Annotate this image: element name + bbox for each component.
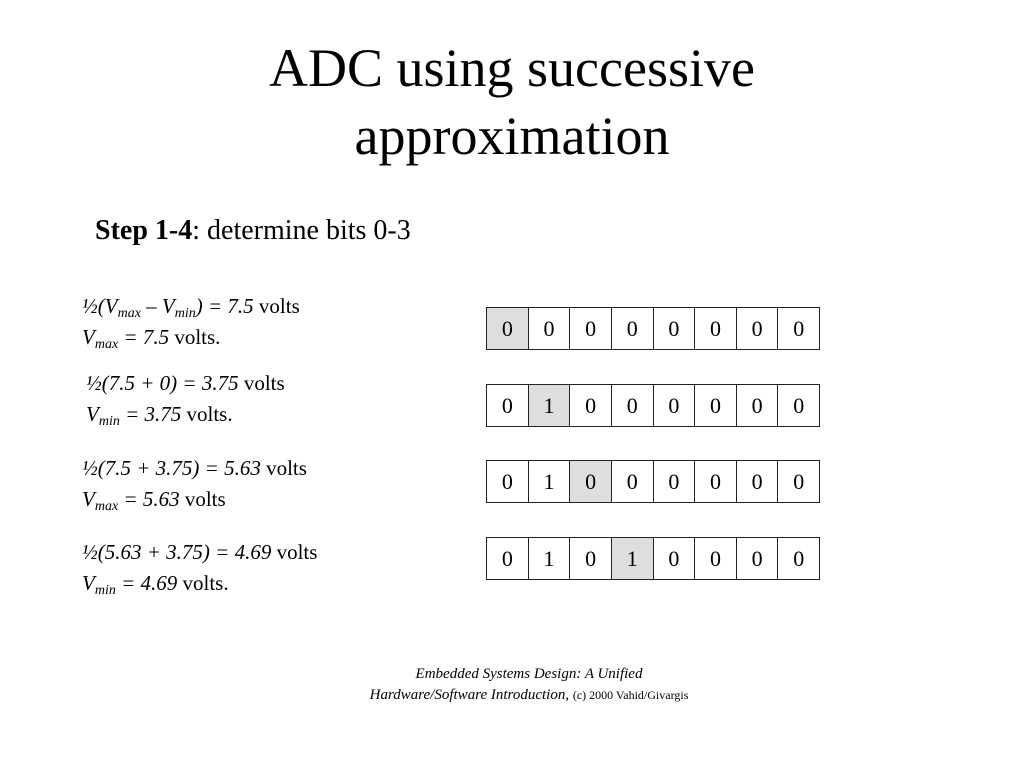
register-bit-2: 0 — [570, 385, 612, 426]
footer-copyright: (c) 2000 Vahid/Givargis — [572, 688, 689, 702]
register-bit-6: 0 — [737, 308, 779, 349]
register-bit-4: 0 — [654, 385, 696, 426]
register-bit-3: 0 — [612, 461, 654, 502]
register-bit-6: 0 — [737, 385, 779, 426]
register-bit-2: 0 — [570, 538, 612, 579]
slide-title-line1: ADC using successive — [269, 38, 755, 98]
slide-title — [0, 34, 1024, 170]
step2-formula: ½(7.5 + 0) = 3.75 volts — [86, 371, 285, 395]
register-bit-4: 0 — [654, 461, 696, 502]
step2-assignment: $V_{min} = 3.75$ volts. — [86, 402, 233, 429]
register-bit-5: 0 — [695, 308, 737, 349]
slide-footer — [0, 664, 1024, 706]
step1-register — [486, 307, 820, 350]
register-bit-3: 1 — [612, 538, 654, 579]
register-bit-0: 0 — [487, 461, 529, 502]
step-heading — [95, 213, 411, 249]
step-label: Step 1-4 — [95, 215, 193, 246]
register-bit-5: 0 — [695, 385, 737, 426]
slide-title-line2: approximation — [354, 106, 670, 166]
step3-register — [486, 460, 820, 503]
register-bit-2: 0 — [570, 461, 612, 502]
footer-book-title: Embedded Systems Design: A Unified — [415, 666, 643, 682]
footer-book-subtitle: Hardware/Software Introduction, (c) 2000 Vahid/Givargis — [369, 687, 689, 703]
register-bit-4: 0 — [654, 538, 696, 579]
step3-assignment: $V_{max} = 5.63$ volts — [82, 487, 226, 514]
register-bit-0: 0 — [487, 385, 529, 426]
register-bit-6: 0 — [737, 461, 779, 502]
register-bit-4: 0 — [654, 308, 696, 349]
register-bit-0: 0 — [487, 538, 529, 579]
step2-register — [486, 384, 820, 427]
step1-formula: $\frac{1}{2}(V_{max} - V_{min}) = 7.5$ volts — [82, 294, 300, 321]
register-bit-3: 0 — [612, 385, 654, 426]
step4-register — [486, 537, 820, 580]
step4-note — [82, 537, 317, 599]
register-bit-0: 0 — [487, 308, 529, 349]
register-bit-1: 0 — [529, 308, 571, 349]
step4-assignment: $V_{min} = 4.69$ volts. — [82, 571, 229, 598]
step2-note — [86, 368, 285, 430]
step3-formula: ½(7.5 + 3.75) = 5.63 volts — [82, 456, 307, 480]
register-bit-1: 1 — [529, 461, 571, 502]
step1-assignment: $V_{max} = 7.5$ volts. — [82, 325, 221, 352]
register-bit-7: 0 — [778, 308, 820, 349]
register-bit-1: 1 — [529, 538, 571, 579]
register-bit-2: 0 — [570, 308, 612, 349]
register-bit-6: 0 — [737, 538, 779, 579]
step1-note — [82, 291, 300, 353]
register-bit-7: 0 — [778, 538, 820, 579]
register-bit-7: 0 — [778, 385, 820, 426]
step-description: : determine bits 0-3 — [192, 215, 411, 246]
step4-formula: ½(5.63 + 3.75) = 4.69 volts — [82, 540, 318, 564]
step3-note — [82, 453, 307, 515]
register-bit-5: 0 — [695, 461, 737, 502]
register-bit-5: 0 — [695, 538, 737, 579]
register-bit-1: 1 — [529, 385, 571, 426]
register-bit-3: 0 — [612, 308, 654, 349]
register-bit-7: 0 — [778, 461, 820, 502]
